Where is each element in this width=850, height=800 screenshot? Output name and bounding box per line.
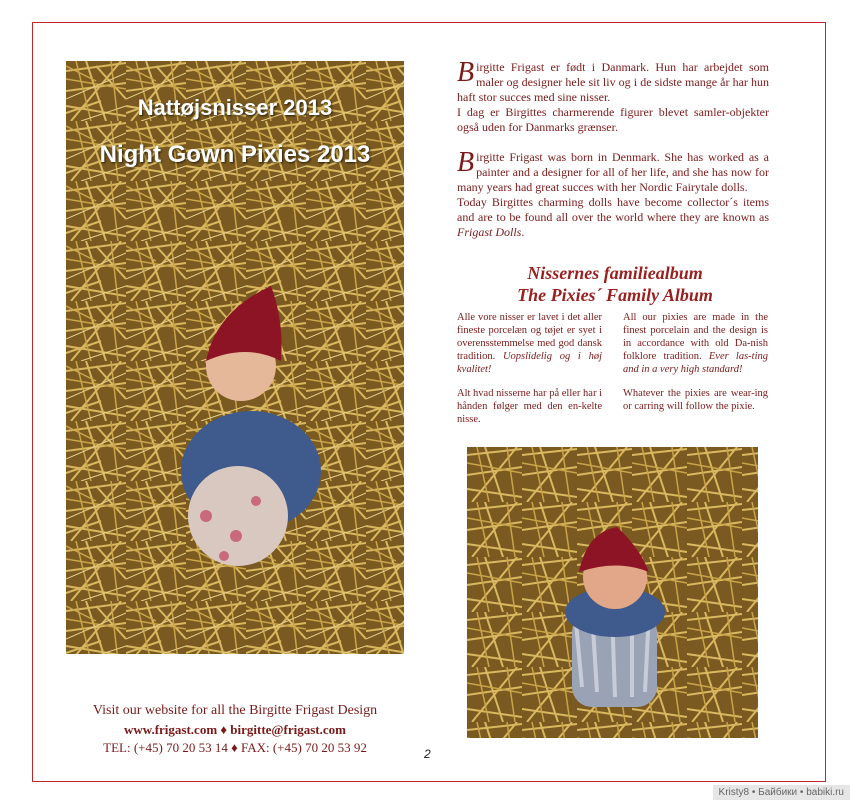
pixie-photo: [467, 447, 758, 738]
album-title-english: The Pixies´ Family Album: [517, 285, 713, 305]
album-english-paragraph-1: [623, 311, 768, 376]
intro-english: [457, 147, 769, 240]
intro-english-text-2: Today Birgittes charming dolls have become collector´s items and are to be found all over the world where they are known as: [457, 195, 769, 224]
period: .: [521, 225, 525, 239]
album-title-danish: Nissernes familiealbum: [527, 263, 703, 283]
drop-cap: B: [457, 147, 475, 178]
album-danish-paragraph-2: Alt hvad nisserne har på eller har i hånden følger med den en-kelte nisse.: [457, 388, 602, 425]
album-english-paragraph-2: Whatever the pixies are wear-ing or carring will follow the pixie.: [623, 388, 768, 412]
footer-links-line[interactable]: www.frigast.com ♦ birgitte@frigast.com: [124, 722, 346, 737]
footer-contact-line: TEL: (+45) 70 20 53 14 ♦ FAX: (+45) 70 20 53 92: [103, 740, 367, 755]
brand-name: Frigast Dolls: [457, 225, 522, 239]
intro-danish-text-2: I dag er Birgittes charmerende figurer blevet samler-objekter også uden for Danmarks grænser.: [457, 105, 769, 134]
drop-cap: B: [457, 57, 475, 88]
album-english-text: All our pixies are made in the finest porcelain and the design is in accordance with old Da-nish folklore tradition.: [623, 312, 768, 362]
intro-english-text: irgitte Frigast was born in Denmark. She has worked as a painter and a designer for all of her life, and she has now for many years had great succes with her Nordic Fairytale dolls.: [457, 150, 769, 194]
watermark-credit: Kristy8 • Байбики • babiki.ru: [713, 785, 850, 800]
footer-website-line: Visit our website for all the Birgitte Frigast Design: [92, 703, 378, 718]
intro-danish: [457, 57, 769, 135]
cover-title-english: Night Gown Pixies 2013: [99, 141, 371, 168]
page-number: 2: [424, 747, 431, 761]
album-danish-paragraph-1: [457, 311, 602, 376]
album-danish-text: Alle vore nisser er lavet i det aller fineste porcelæn og tøjet er syet i overensstemmelse med god dansk tradition.: [457, 312, 602, 362]
intro-danish-text: irgitte Frigast er født i Danmark. Hun har arbejdet som maler og designer hele sit liv og i de sidste mange år har hun haft stor succes med sine nisser.: [457, 60, 769, 104]
cover-photo: [66, 61, 404, 654]
cover-title-danish: Nattøjsnisser 2013: [137, 95, 333, 120]
album-english-emphasis: Ever las-ting and in a very high standard!: [623, 351, 768, 375]
album-danish-emphasis: Uopslidelig og i høj kvalitet!: [457, 351, 603, 375]
